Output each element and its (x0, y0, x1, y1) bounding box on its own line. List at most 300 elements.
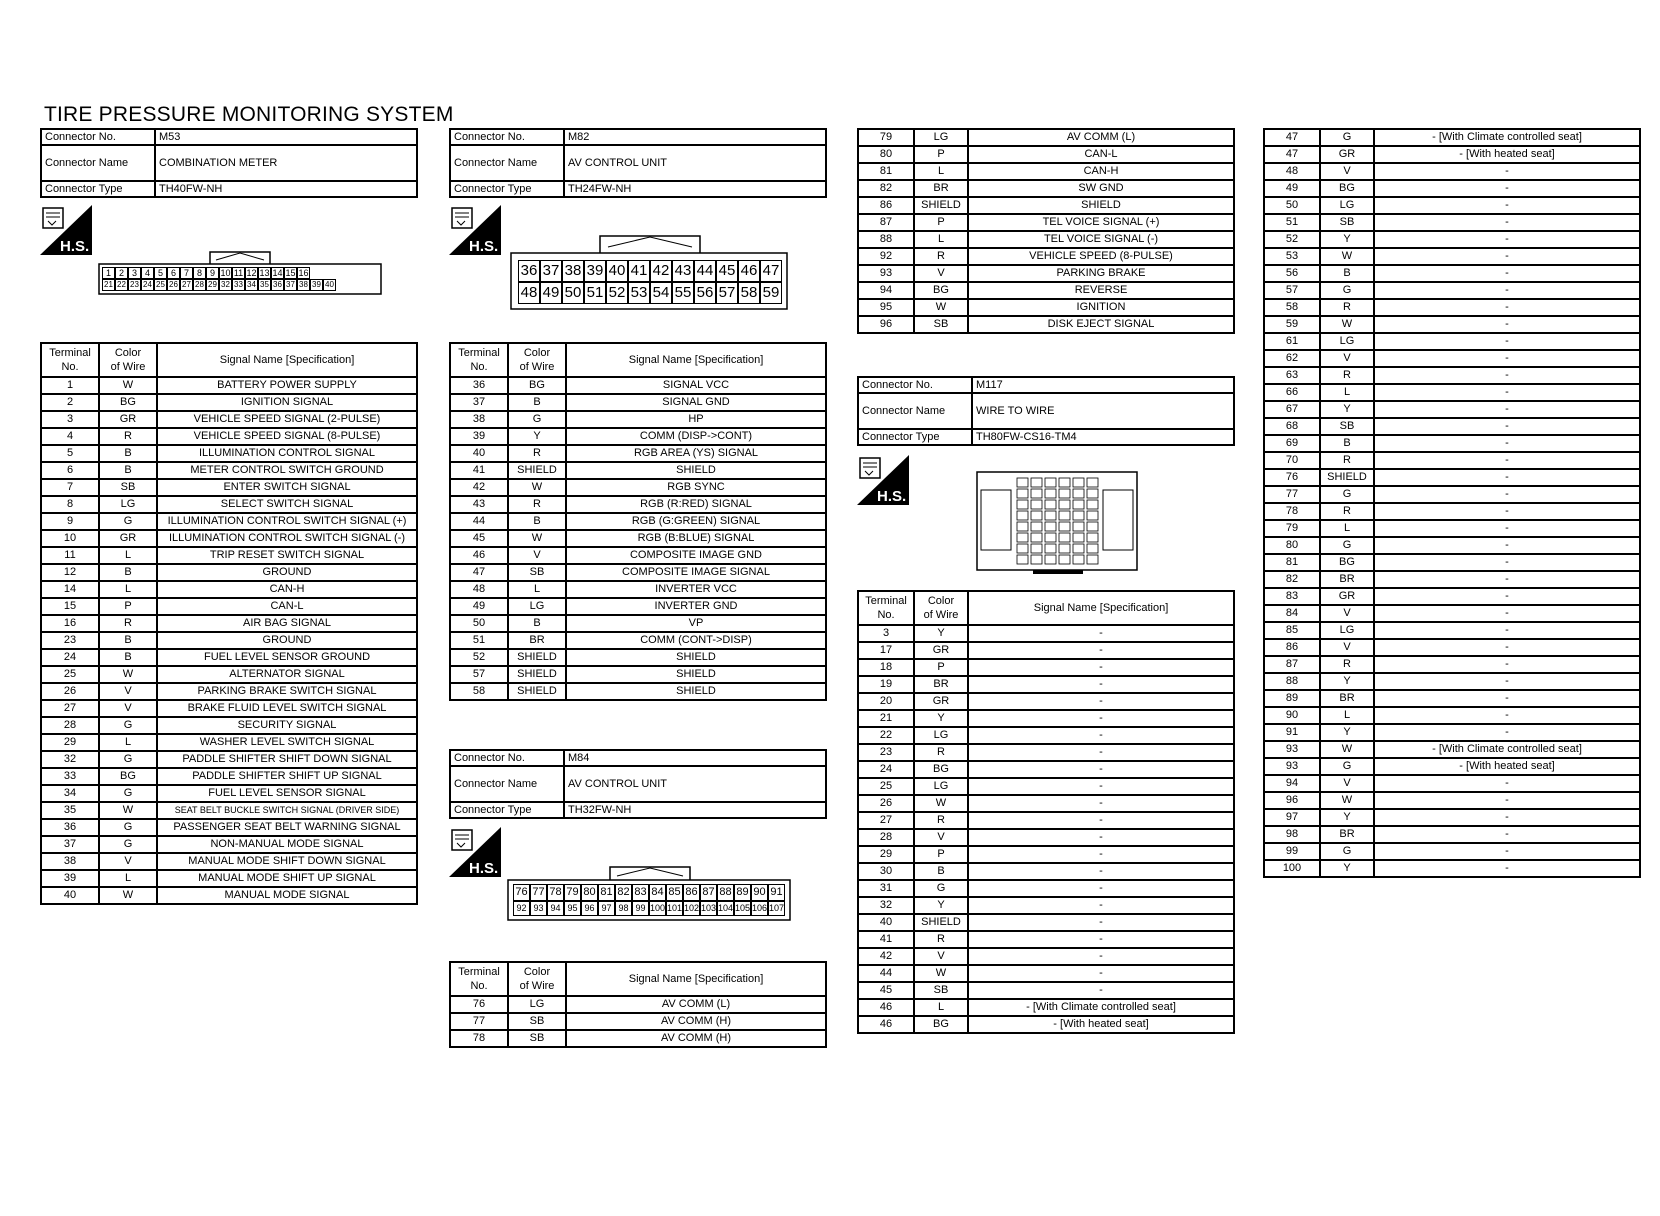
terminal-no-cell: 17 (858, 642, 914, 659)
wire-color-cell: B (99, 649, 157, 666)
terminal-no-cell: 57 (450, 666, 508, 683)
table-row (450, 394, 826, 411)
table-row (41, 887, 417, 904)
connector-pin: 2 (115, 267, 128, 279)
connector-pin: 43 (672, 260, 694, 282)
header-signal: Signal Name [Specification] (157, 343, 417, 377)
m82-pins-bottom (518, 282, 782, 304)
connector-pin: 7 (180, 267, 193, 279)
terminal-no-cell: 68 (1264, 418, 1320, 435)
connector-pin: 12 (246, 268, 257, 278)
wire-color-cell: R (508, 496, 566, 513)
table-row (1264, 316, 1640, 333)
signal-name-cell: ILLUMINATION CONTROL SWITCH SIGNAL (-) (157, 530, 417, 547)
wire-color-cell: L (914, 163, 968, 180)
connector-pin: 53 (628, 282, 650, 304)
table-row (450, 513, 826, 530)
wire-color-cell: LG (1320, 622, 1374, 639)
connector-pin: 25 (154, 279, 167, 291)
wire-color-cell: BG (1320, 180, 1374, 197)
table-row (450, 615, 826, 632)
signal-name-cell: - (1374, 554, 1640, 571)
wire-color-cell: Y (1320, 673, 1374, 690)
signal-name-cell: - (1374, 860, 1640, 877)
wire-color-cell: G (508, 411, 566, 428)
terminal-no-cell: 42 (450, 479, 508, 496)
header-terminal: Terminal No. (450, 962, 508, 996)
wire-color-cell: B (508, 394, 566, 411)
terminal-no-cell: 83 (1264, 588, 1320, 605)
wire-color-cell: L (914, 999, 968, 1016)
signal-name-cell: - (968, 880, 1234, 897)
table-row (450, 530, 826, 547)
terminal-no-cell: 51 (450, 632, 508, 649)
signal-name-cell: - (1374, 792, 1640, 809)
signal-name-cell: INVERTER GND (566, 598, 826, 615)
connector-pin: 1 (102, 267, 115, 279)
m84-terminal-table-continued (857, 128, 1235, 334)
signal-name-cell: - [With Climate controlled seat] (1374, 741, 1640, 758)
connector-pin: 105 (734, 901, 751, 916)
m84-terminal-table (449, 961, 827, 1048)
table-row (858, 642, 1234, 659)
m84-connector-name: AV CONTROL UNIT (564, 766, 826, 802)
table-row (1264, 605, 1640, 622)
connector-pin: 95 (564, 901, 581, 916)
signal-name-cell: - (1374, 214, 1640, 231)
wire-color-cell: SB (508, 1030, 566, 1047)
signal-name-cell: - (968, 642, 1234, 659)
wire-color-cell: L (99, 870, 157, 887)
table-row (1264, 792, 1640, 809)
terminal-no-cell: 19 (858, 676, 914, 693)
signal-name-cell: - (1374, 656, 1640, 673)
wire-color-cell: V (1320, 163, 1374, 180)
connector-pin: 83 (632, 884, 649, 901)
table-row (41, 785, 417, 802)
terminal-no-cell: 92 (858, 248, 914, 265)
table-row (41, 394, 417, 411)
terminal-no-cell: 87 (1264, 656, 1320, 673)
wire-color-cell: W (1320, 792, 1374, 809)
header-color: Color of Wire (914, 591, 968, 625)
signal-name-cell: RGB (R:RED) SIGNAL (566, 496, 826, 513)
table-row (1264, 146, 1640, 163)
signal-name-cell: SEAT BELT BUCKLE SWITCH SIGNAL (DRIVER SIDE) (157, 802, 417, 819)
table-row (450, 462, 826, 479)
table-row (1264, 775, 1640, 792)
signal-name-cell: PASSENGER SEAT BELT WARNING SIGNAL (157, 819, 417, 836)
connector-pin: 37 (284, 279, 297, 291)
connector-pin: 102 (683, 901, 700, 916)
m82-terminal-table (449, 342, 827, 701)
table-row (1264, 673, 1640, 690)
wire-color-cell: B (99, 632, 157, 649)
terminal-no-cell: 15 (41, 598, 99, 615)
terminal-no-cell: 2 (41, 394, 99, 411)
wire-color-cell: SHIELD (508, 649, 566, 666)
table-row (41, 836, 417, 853)
terminal-no-cell: 96 (858, 316, 914, 333)
m117-terminal-table-continued (1263, 128, 1641, 878)
terminal-no-cell: 27 (858, 812, 914, 829)
terminal-no-cell: 93 (1264, 741, 1320, 758)
wire-color-cell: B (99, 564, 157, 581)
wire-color-cell: R (914, 248, 968, 265)
terminal-no-cell: 40 (41, 887, 99, 904)
wire-color-cell: W (1320, 741, 1374, 758)
signal-name-cell: TEL VOICE SIGNAL (-) (968, 231, 1234, 248)
signal-name-cell: SHIELD (566, 683, 826, 700)
label-connector-no: Connector No. (41, 129, 155, 145)
wire-color-cell: V (99, 853, 157, 870)
table-row (858, 914, 1234, 931)
wire-color-cell: SB (508, 564, 566, 581)
signal-name-cell: - (968, 931, 1234, 948)
signal-name-cell: - (968, 914, 1234, 931)
table-row (858, 744, 1234, 761)
table-row (1264, 741, 1640, 758)
terminal-no-cell: 89 (1264, 690, 1320, 707)
connector-pin: 29 (206, 279, 219, 291)
connector-pin: 42 (650, 260, 672, 282)
table-row (450, 1013, 826, 1030)
wire-color-cell: R (1320, 299, 1374, 316)
table-row (450, 598, 826, 615)
signal-name-cell: VEHICLE SPEED SIGNAL (2-PULSE) (157, 411, 417, 428)
table-row (41, 870, 417, 887)
signal-name-cell: - (1374, 571, 1640, 588)
wire-color-cell: Y (1320, 401, 1374, 418)
table-row (41, 445, 417, 462)
wire-color-cell: G (1320, 537, 1374, 554)
signal-name-cell: IGNITION (968, 299, 1234, 316)
connector-pin: 39 (310, 279, 323, 291)
wire-color-cell: V (1320, 775, 1374, 792)
m117-connector-name: WIRE TO WIRE (972, 393, 1234, 429)
signal-name-cell: - (1374, 486, 1640, 503)
connector-pin: 84 (649, 884, 666, 901)
wire-color-cell: B (508, 513, 566, 530)
terminal-no-cell: 9 (41, 513, 99, 530)
connector-pin: 24 (141, 279, 154, 291)
table-row (858, 727, 1234, 744)
terminal-no-cell: 90 (1264, 707, 1320, 724)
terminal-no-cell: 45 (450, 530, 508, 547)
signal-name-cell: VP (566, 615, 826, 632)
terminal-no-cell: 76 (1264, 469, 1320, 486)
table-row (450, 996, 826, 1013)
terminal-no-cell: 37 (41, 836, 99, 853)
signal-name-cell: CAN-H (157, 581, 417, 598)
wire-color-cell: SB (914, 982, 968, 999)
table-row (858, 265, 1234, 282)
label-connector-type: Connector Type (450, 802, 564, 818)
terminal-no-cell: 62 (1264, 350, 1320, 367)
table-row (858, 965, 1234, 982)
terminal-no-cell: 49 (450, 598, 508, 615)
wire-color-cell: L (99, 547, 157, 564)
wire-color-cell: P (914, 846, 968, 863)
signal-name-cell: - (1374, 350, 1640, 367)
terminal-no-cell: 46 (858, 1016, 914, 1033)
wire-color-cell: B (508, 615, 566, 632)
terminal-no-cell: 48 (1264, 163, 1320, 180)
m53-connector-info (40, 128, 418, 198)
terminal-no-cell: 59 (1264, 316, 1320, 333)
wire-color-cell: GR (99, 411, 157, 428)
wire-color-cell: V (99, 683, 157, 700)
table-row (41, 496, 417, 513)
wire-color-cell: P (914, 659, 968, 676)
connector-pin: 45 (716, 260, 738, 282)
connector-pin: 98 (615, 901, 632, 916)
connector-pin: 11 (233, 268, 244, 278)
terminal-no-cell: 4 (41, 428, 99, 445)
wire-color-cell: BR (1320, 690, 1374, 707)
table-row (41, 700, 417, 717)
terminal-no-cell: 32 (41, 751, 99, 768)
terminal-no-cell: 88 (858, 231, 914, 248)
signal-name-cell: - (1374, 299, 1640, 316)
terminal-no-cell: 70 (1264, 452, 1320, 469)
wire-color-cell: R (99, 615, 157, 632)
table-row (41, 530, 417, 547)
connector-pin: 103 (700, 901, 717, 916)
terminal-no-cell: 50 (1264, 197, 1320, 214)
table-row (41, 819, 417, 836)
terminal-no-cell: 56 (1264, 265, 1320, 282)
signal-name-cell: BRAKE FLUID LEVEL SWITCH SIGNAL (157, 700, 417, 717)
terminal-no-cell: 3 (41, 411, 99, 428)
signal-name-cell: - (1374, 605, 1640, 622)
table-row (1264, 265, 1640, 282)
connector-pin: 77 (530, 884, 547, 901)
wire-color-cell: W (914, 299, 968, 316)
table-row (450, 547, 826, 564)
signal-name-cell: - (968, 897, 1234, 914)
terminal-no-cell: 93 (1264, 758, 1320, 775)
signal-name-cell: MANUAL MODE SHIFT UP SIGNAL (157, 870, 417, 887)
m82-pins-top (518, 260, 782, 282)
terminal-no-cell: 11 (41, 547, 99, 564)
terminal-no-cell: 41 (450, 462, 508, 479)
wire-color-cell: BG (914, 1016, 968, 1033)
table-row (858, 863, 1234, 880)
signal-name-cell: - (1374, 724, 1640, 741)
table-row (1264, 690, 1640, 707)
terminal-no-cell: 100 (1264, 860, 1320, 877)
connector-pin: 26 (167, 279, 180, 291)
signal-name-cell: WASHER LEVEL SWITCH SIGNAL (157, 734, 417, 751)
terminal-no-cell: 94 (1264, 775, 1320, 792)
signal-name-cell: PADDLE SHIFTER SHIFT DOWN SIGNAL (157, 751, 417, 768)
signal-name-cell: PARKING BRAKE SWITCH SIGNAL (157, 683, 417, 700)
signal-name-cell: COMM (DISP->CONT) (566, 428, 826, 445)
table-row (41, 547, 417, 564)
terminal-no-cell: 23 (41, 632, 99, 649)
signal-name-cell: NON-MANUAL MODE SIGNAL (157, 836, 417, 853)
signal-name-cell: - (1374, 163, 1640, 180)
table-row (41, 377, 417, 394)
signal-name-cell: GROUND (157, 564, 417, 581)
header-signal: Signal Name [Specification] (566, 962, 826, 996)
signal-name-cell: METER CONTROL SWITCH GROUND (157, 462, 417, 479)
terminal-no-cell: 78 (450, 1030, 508, 1047)
signal-name-cell: - (968, 744, 1234, 761)
connector-pin: 35 (258, 279, 271, 291)
terminal-no-cell: 49 (1264, 180, 1320, 197)
terminal-no-cell: 45 (858, 982, 914, 999)
wire-color-cell: V (1320, 350, 1374, 367)
wire-color-cell: LG (1320, 333, 1374, 350)
connector-pin: 82 (615, 884, 632, 901)
connector-pin: 100 (649, 901, 666, 916)
signal-name-cell: - (968, 829, 1234, 846)
terminal-no-cell: 52 (1264, 231, 1320, 248)
wire-color-cell: G (1320, 843, 1374, 860)
wire-color-cell: L (1320, 384, 1374, 401)
table-row (1264, 537, 1640, 554)
m82-connector-type: TH24FW-NH (564, 181, 826, 197)
table-row (1264, 826, 1640, 843)
m53-terminal-table (40, 342, 418, 905)
table-row (41, 513, 417, 530)
terminal-no-cell: 26 (858, 795, 914, 812)
terminal-no-cell: 79 (1264, 520, 1320, 537)
table-row (858, 829, 1234, 846)
signal-name-cell: - (1374, 809, 1640, 826)
signal-name-cell: - (1374, 367, 1640, 384)
wire-color-cell: B (914, 863, 968, 880)
table-row (1264, 435, 1640, 452)
signal-name-cell: - (968, 778, 1234, 795)
table-row (858, 282, 1234, 299)
terminal-no-cell: 38 (450, 411, 508, 428)
table-row (858, 231, 1234, 248)
terminal-no-cell: 40 (450, 445, 508, 462)
signal-name-cell: AV COMM (H) (566, 1030, 826, 1047)
table-row (41, 632, 417, 649)
wire-color-cell: BG (914, 761, 968, 778)
table-row (858, 676, 1234, 693)
signal-name-cell: - [With Climate controlled seat] (1374, 129, 1640, 146)
signal-name-cell: - (968, 710, 1234, 727)
signal-name-cell: - (1374, 282, 1640, 299)
wire-color-cell: SB (1320, 418, 1374, 435)
terminal-no-cell: 42 (858, 948, 914, 965)
wire-color-cell: Y (914, 710, 968, 727)
connector-pin: 81 (598, 884, 615, 901)
signal-name-cell: - (968, 846, 1234, 863)
table-row (858, 931, 1234, 948)
table-row (450, 632, 826, 649)
wire-color-cell: V (914, 265, 968, 282)
terminal-no-cell: 33 (41, 768, 99, 785)
terminal-no-cell: 86 (858, 197, 914, 214)
wire-color-cell: W (508, 530, 566, 547)
signal-name-cell: SHIELD (566, 649, 826, 666)
table-row (1264, 639, 1640, 656)
table-row (858, 180, 1234, 197)
terminal-no-cell: 47 (1264, 129, 1320, 146)
wire-color-cell: Y (1320, 809, 1374, 826)
label-connector-type: Connector Type (450, 181, 564, 197)
m84-connector-no: M84 (564, 750, 826, 766)
connector-pin: 33 (232, 279, 245, 291)
wire-color-cell: LG (914, 778, 968, 795)
signal-name-cell: AV COMM (H) (566, 1013, 826, 1030)
terminal-no-cell: 8 (41, 496, 99, 513)
m84-connector-info (449, 749, 827, 819)
wire-color-cell: Y (1320, 231, 1374, 248)
signal-name-cell: - (1374, 843, 1640, 860)
connector-pin: 78 (547, 884, 564, 901)
table-row (1264, 180, 1640, 197)
signal-name-cell: SW GND (968, 180, 1234, 197)
table-row (858, 795, 1234, 812)
wire-color-cell: LG (508, 996, 566, 1013)
wire-color-cell: V (914, 948, 968, 965)
wire-color-cell: LG (914, 727, 968, 744)
table-row (41, 717, 417, 734)
wire-color-cell: SHIELD (1320, 469, 1374, 486)
wire-color-cell: R (99, 428, 157, 445)
table-row (858, 197, 1234, 214)
table-row (1264, 384, 1640, 401)
table-row (1264, 469, 1640, 486)
table-row (858, 1016, 1234, 1033)
connector-pin: 37 (540, 260, 562, 282)
signal-name-cell: - (1374, 418, 1640, 435)
m53-connector-name: COMBINATION METER (155, 145, 417, 181)
terminal-no-cell: 31 (858, 880, 914, 897)
wire-color-cell: R (1320, 452, 1374, 469)
terminal-no-cell: 36 (450, 377, 508, 394)
wire-color-cell: W (99, 887, 157, 904)
m84-pins-bottom (513, 901, 785, 916)
wire-color-cell: BG (99, 768, 157, 785)
terminal-no-cell: 69 (1264, 435, 1320, 452)
table-row (858, 299, 1234, 316)
signal-name-cell: SHIELD (968, 197, 1234, 214)
terminal-no-cell: 93 (858, 265, 914, 282)
signal-name-cell: RGB (G:GREEN) SIGNAL (566, 513, 826, 530)
signal-name-cell: - (1374, 503, 1640, 520)
terminal-no-cell: 44 (450, 513, 508, 530)
connector-pin: 14 (272, 268, 283, 278)
wire-color-cell: L (99, 734, 157, 751)
connector-pin: 9 (206, 267, 219, 279)
table-row (41, 598, 417, 615)
terminal-no-cell: 57 (1264, 282, 1320, 299)
m84-pins-top (513, 884, 785, 901)
wire-color-cell: B (1320, 265, 1374, 282)
wire-color-cell: Y (508, 428, 566, 445)
signal-name-cell: SIGNAL GND (566, 394, 826, 411)
connector-pin: 3 (128, 267, 141, 279)
terminal-no-cell: 7 (41, 479, 99, 496)
table-row (1264, 163, 1640, 180)
table-row (41, 751, 417, 768)
signal-name-cell: MANUAL MODE SIGNAL (157, 887, 417, 904)
terminal-no-cell: 16 (41, 615, 99, 632)
table-row (41, 411, 417, 428)
wire-color-cell: BG (914, 282, 968, 299)
terminal-no-cell: 12 (41, 564, 99, 581)
signal-name-cell: - (968, 625, 1234, 642)
terminal-no-cell: 47 (450, 564, 508, 581)
